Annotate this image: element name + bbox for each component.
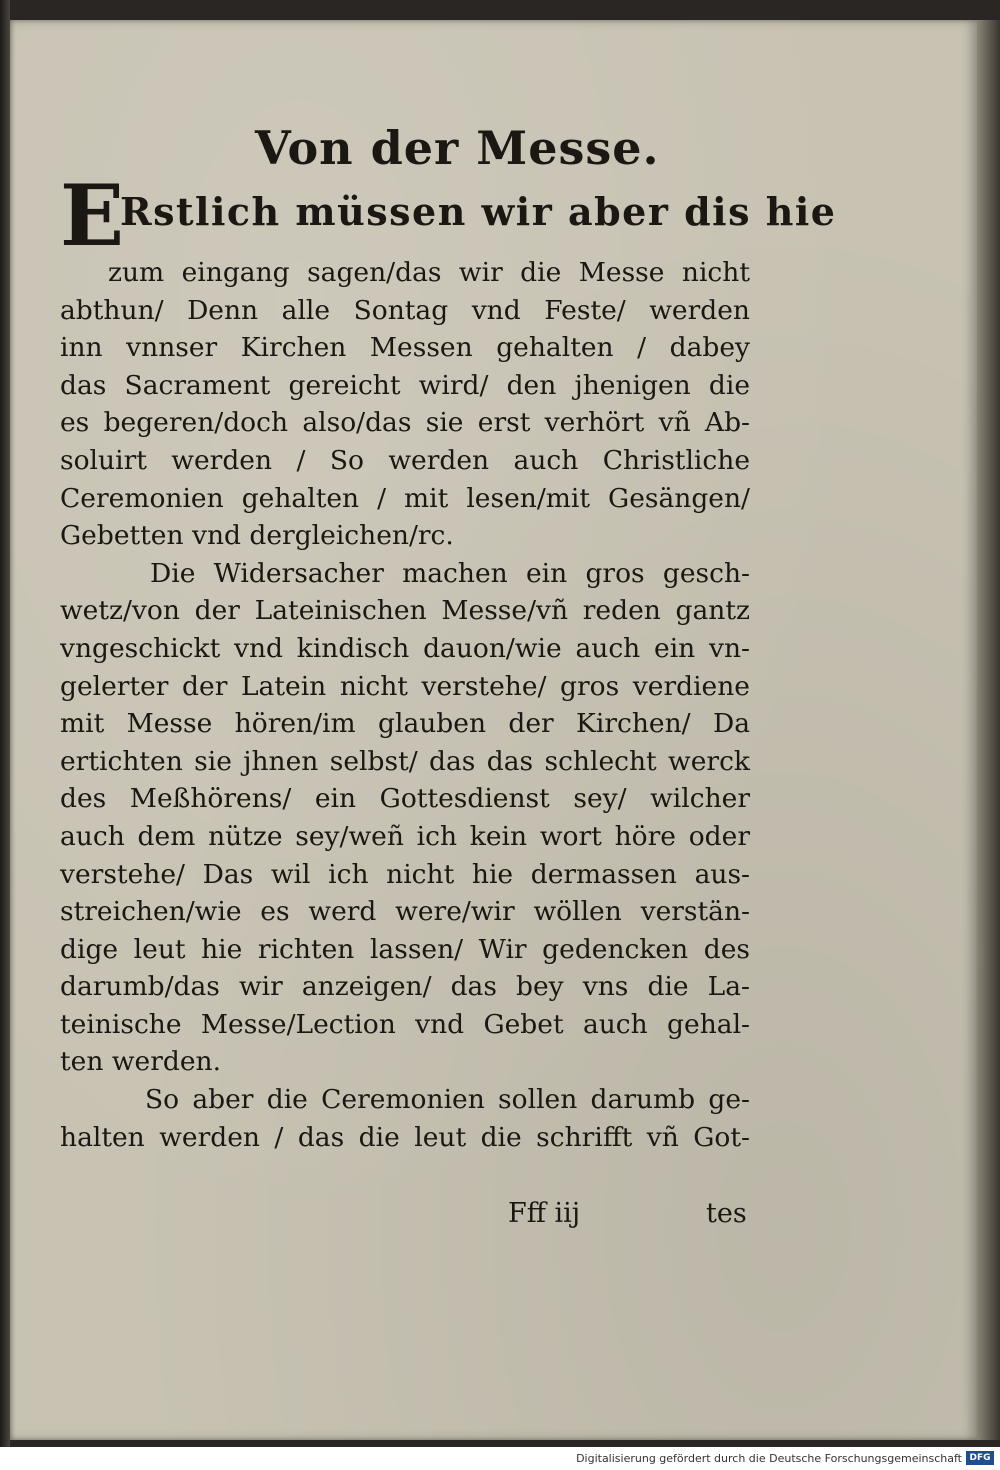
text-line: gelerter der Latein nicht verstehe/ gros verdiene [60,670,750,702]
text-line: Gebetten vnd dergleichen/rc. [60,520,454,552]
text-line: halten werden / das die leut die schrifft vñ Got- [60,1121,750,1153]
page-heading: Von der Messe. [255,121,660,175]
text-line: streichen/wie es werd were/wir wöllen verstän- [60,896,750,928]
text-line: dige leut hie richten lassen/ Wir gedencken des [60,933,750,965]
dfg-logo: DFG [966,1451,994,1465]
text-line: das Sacrament gereicht wird/ den jhenigen die [60,369,750,401]
text-line: mit Messe hören/im glauben der Kirchen/ Da [60,708,750,740]
text-line: ertichten sie jhnen selbst/ das das schlecht werck [60,745,750,777]
text-line: es begeren/doch also/das sie erst verhört vñ Ab- [60,407,750,439]
opening-line-text: Rstlich müssen wir aber dis hie [120,189,837,234]
text-line: Die Widersacher machen ein gros gesch- [150,557,750,589]
opening-line [60,166,837,265]
text-line: auch dem nütze sey/weñ ich kein wort höre oder [60,820,750,852]
digitization-credit: Digitalisierung gefördert durch die Deutsche Forschungsgemeinschaft [576,1452,962,1465]
text-line: wetz/von der Lateinischen Messe/vñ reden gantz [60,595,750,627]
footer-bar [0,1447,1000,1470]
text-line: So aber die Ceremonien sollen darumb ge- [145,1084,750,1116]
page-edge-shadow [977,20,1000,1440]
decorated-initial: E [60,166,125,265]
text-line: Ceremonien gehalten / mit lesen/mit Gesängen/ [60,482,750,514]
text-line: inn vnnser Kirchen Messen gehalten / dabey [60,332,750,364]
text-line: vngeschickt vnd kindisch dauon/wie auch ein vn- [60,632,750,664]
text-line: verstehe/ Das wil ich nicht hie dermassen aus- [60,858,750,890]
signature-mark: Fff iij [508,1198,581,1229]
catchword: tes [706,1198,747,1229]
text-line: ten werden. [60,1046,221,1078]
text-line: darumb/das wir anzeigen/ das bey vns die La- [60,971,750,1003]
book-spine-shadow [0,0,10,1447]
text-line: abthun/ Denn alle Sontag vnd Feste/ werden [60,294,750,326]
text-line: teinische Messe/Lection vnd Gebet auch gehal- [60,1008,750,1040]
text-line: soluirt werden / So werden auch Christliche [60,444,750,476]
page-text-block [60,120,837,1156]
text-line: des Meßhörens/ ein Gottesdienst sey/ wilcher [60,783,750,815]
text-line: zum eingang sagen/das wir die Messe nicht [108,257,750,288]
